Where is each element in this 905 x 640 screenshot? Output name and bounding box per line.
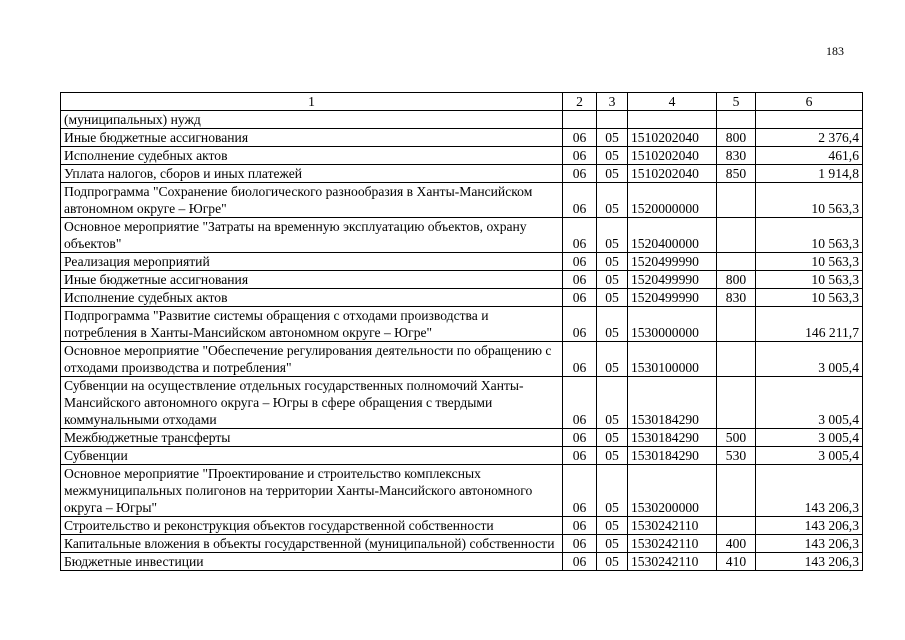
target-article-cell: 1530184290: [628, 377, 717, 429]
amount-cell: 461,6: [756, 147, 863, 165]
section-code-cell: 06: [563, 165, 597, 183]
amount-cell: 3 005,4: [756, 447, 863, 465]
table-row: [61, 465, 863, 517]
row-name-cell: Капитальные вложения в объекты государственной (муниципальной) собственности: [61, 535, 563, 553]
target-article-cell: 1530000000: [628, 307, 717, 342]
column-header: 3: [597, 93, 628, 111]
table-row: [61, 377, 863, 429]
expense-type-cell: 800: [717, 271, 756, 289]
expense-type-cell: [717, 218, 756, 253]
table-row: [61, 447, 863, 465]
column-header: 5: [717, 93, 756, 111]
row-name-cell: Межбюджетные трансферты: [61, 429, 563, 447]
subsection-code-cell: 05: [597, 342, 628, 377]
subsection-code-cell: 05: [597, 447, 628, 465]
budget-table: [60, 92, 863, 571]
amount-cell: 143 206,3: [756, 517, 863, 535]
row-name-cell: Исполнение судебных актов: [61, 289, 563, 307]
target-article-cell: 1530242110: [628, 553, 717, 571]
expense-type-cell: [717, 183, 756, 218]
amount-cell: 143 206,3: [756, 465, 863, 517]
section-code-cell: 06: [563, 218, 597, 253]
column-header: 1: [61, 93, 563, 111]
subsection-code-cell: 05: [597, 429, 628, 447]
amount-cell: 146 211,7: [756, 307, 863, 342]
subsection-code-cell: 05: [597, 129, 628, 147]
expense-type-cell: 410: [717, 553, 756, 571]
expense-type-cell: 530: [717, 447, 756, 465]
section-code-cell: 06: [563, 129, 597, 147]
section-code-cell: 06: [563, 342, 597, 377]
row-name-cell: Реализация мероприятий: [61, 253, 563, 271]
expense-type-cell: 830: [717, 289, 756, 307]
subsection-code-cell: 05: [597, 289, 628, 307]
subsection-code-cell: 05: [597, 183, 628, 218]
target-article-cell: 1530184290: [628, 447, 717, 465]
expense-type-cell: 400: [717, 535, 756, 553]
row-name-cell: Подпрограмма "Сохранение биологического разнообразия в Ханты-Мансийском автономном округе – Югре": [61, 183, 563, 218]
row-name-cell: (муниципальных) нужд: [61, 111, 563, 129]
table-row: [61, 307, 863, 342]
column-header: 6: [756, 93, 863, 111]
table-row: [61, 271, 863, 289]
table-row: [61, 253, 863, 271]
amount-cell: 10 563,3: [756, 253, 863, 271]
row-name-cell: Бюджетные инвестиции: [61, 553, 563, 571]
subsection-code-cell: 05: [597, 377, 628, 429]
row-name-cell: Иные бюджетные ассигнования: [61, 129, 563, 147]
subsection-code-cell: 05: [597, 165, 628, 183]
table-row: [61, 165, 863, 183]
subsection-code-cell: 05: [597, 535, 628, 553]
amount-cell: 10 563,3: [756, 289, 863, 307]
target-article-cell: 1520499990: [628, 271, 717, 289]
target-article-cell: 1510202040: [628, 165, 717, 183]
table-row: [61, 517, 863, 535]
amount-cell: 10 563,3: [756, 271, 863, 289]
row-name-cell: Уплата налогов, сборов и иных платежей: [61, 165, 563, 183]
expense-type-cell: [717, 517, 756, 535]
expense-type-cell: [717, 111, 756, 129]
target-article-cell: 1530184290: [628, 429, 717, 447]
target-article-cell: 1530242110: [628, 535, 717, 553]
section-code-cell: 06: [563, 183, 597, 218]
section-code-cell: 06: [563, 147, 597, 165]
table-body: [61, 111, 863, 571]
section-code-cell: 06: [563, 447, 597, 465]
row-name-cell: Основное мероприятие "Затраты на временную эксплуатацию объектов, охрану объектов": [61, 218, 563, 253]
table-row: [61, 129, 863, 147]
row-name-cell: Строительство и реконструкция объектов государственной собственности: [61, 517, 563, 535]
amount-cell: 143 206,3: [756, 535, 863, 553]
amount-cell: [756, 111, 863, 129]
expense-type-cell: [717, 465, 756, 517]
target-article-cell: 1530100000: [628, 342, 717, 377]
expense-type-cell: [717, 342, 756, 377]
target-article-cell: 1530200000: [628, 465, 717, 517]
expense-type-cell: 830: [717, 147, 756, 165]
column-header: 4: [628, 93, 717, 111]
section-code-cell: [563, 111, 597, 129]
target-article-cell: [628, 111, 717, 129]
section-code-cell: 06: [563, 517, 597, 535]
table-row: [61, 218, 863, 253]
amount-cell: 1 914,8: [756, 165, 863, 183]
table-row: [61, 553, 863, 571]
row-name-cell: Основное мероприятие "Обеспечение регулирования деятельности по обращению с отходами производства и потребления": [61, 342, 563, 377]
expense-type-cell: [717, 377, 756, 429]
subsection-code-cell: 05: [597, 147, 628, 165]
table-row: [61, 535, 863, 553]
subsection-code-cell: 05: [597, 307, 628, 342]
subsection-code-cell: 05: [597, 553, 628, 571]
target-article-cell: 1510202040: [628, 147, 717, 165]
target-article-cell: 1520400000: [628, 218, 717, 253]
subsection-code-cell: 05: [597, 218, 628, 253]
table-row: [61, 111, 863, 129]
row-name-cell: Основное мероприятие "Проектирование и строительство комплексных межмуниципальных полигонов на территории Ханты-Мансийского автономного округа – Югры": [61, 465, 563, 517]
target-article-cell: 1510202040: [628, 129, 717, 147]
amount-cell: 10 563,3: [756, 183, 863, 218]
section-code-cell: 06: [563, 429, 597, 447]
expense-type-cell: [717, 253, 756, 271]
row-name-cell: Субвенции на осуществление отдельных государственных полномочий Ханты-Мансийского автономного округа – Югры в сфере обращения с твердыми коммунальными отходами: [61, 377, 563, 429]
table-row: [61, 342, 863, 377]
row-name-cell: Исполнение судебных актов: [61, 147, 563, 165]
amount-cell: 10 563,3: [756, 218, 863, 253]
target-article-cell: 1520000000: [628, 183, 717, 218]
section-code-cell: 06: [563, 465, 597, 517]
table-row: [61, 183, 863, 218]
section-code-cell: 06: [563, 535, 597, 553]
section-code-cell: 06: [563, 377, 597, 429]
subsection-code-cell: 05: [597, 517, 628, 535]
amount-cell: 143 206,3: [756, 553, 863, 571]
page-number: 183: [826, 44, 844, 58]
section-code-cell: 06: [563, 553, 597, 571]
section-code-cell: 06: [563, 307, 597, 342]
table-row: [61, 429, 863, 447]
amount-cell: 2 376,4: [756, 129, 863, 147]
expense-type-cell: 500: [717, 429, 756, 447]
table-row: [61, 289, 863, 307]
expense-type-cell: [717, 307, 756, 342]
row-name-cell: Иные бюджетные ассигнования: [61, 271, 563, 289]
subsection-code-cell: [597, 111, 628, 129]
column-header: 2: [563, 93, 597, 111]
section-code-cell: 06: [563, 289, 597, 307]
expense-type-cell: 850: [717, 165, 756, 183]
row-name-cell: Подпрограмма "Развитие системы обращения с отходами производства и потребления в Ханты-Мансийском автономном округе – Югре": [61, 307, 563, 342]
target-article-cell: 1530242110: [628, 517, 717, 535]
subsection-code-cell: 05: [597, 465, 628, 517]
row-name-cell: Субвенции: [61, 447, 563, 465]
section-code-cell: 06: [563, 271, 597, 289]
target-article-cell: 1520499990: [628, 289, 717, 307]
amount-cell: 3 005,4: [756, 377, 863, 429]
section-code-cell: 06: [563, 253, 597, 271]
amount-cell: 3 005,4: [756, 342, 863, 377]
table-row: [61, 147, 863, 165]
table-header-row: [61, 93, 863, 111]
expense-type-cell: 800: [717, 129, 756, 147]
subsection-code-cell: 05: [597, 271, 628, 289]
target-article-cell: 1520499990: [628, 253, 717, 271]
subsection-code-cell: 05: [597, 253, 628, 271]
amount-cell: 3 005,4: [756, 429, 863, 447]
